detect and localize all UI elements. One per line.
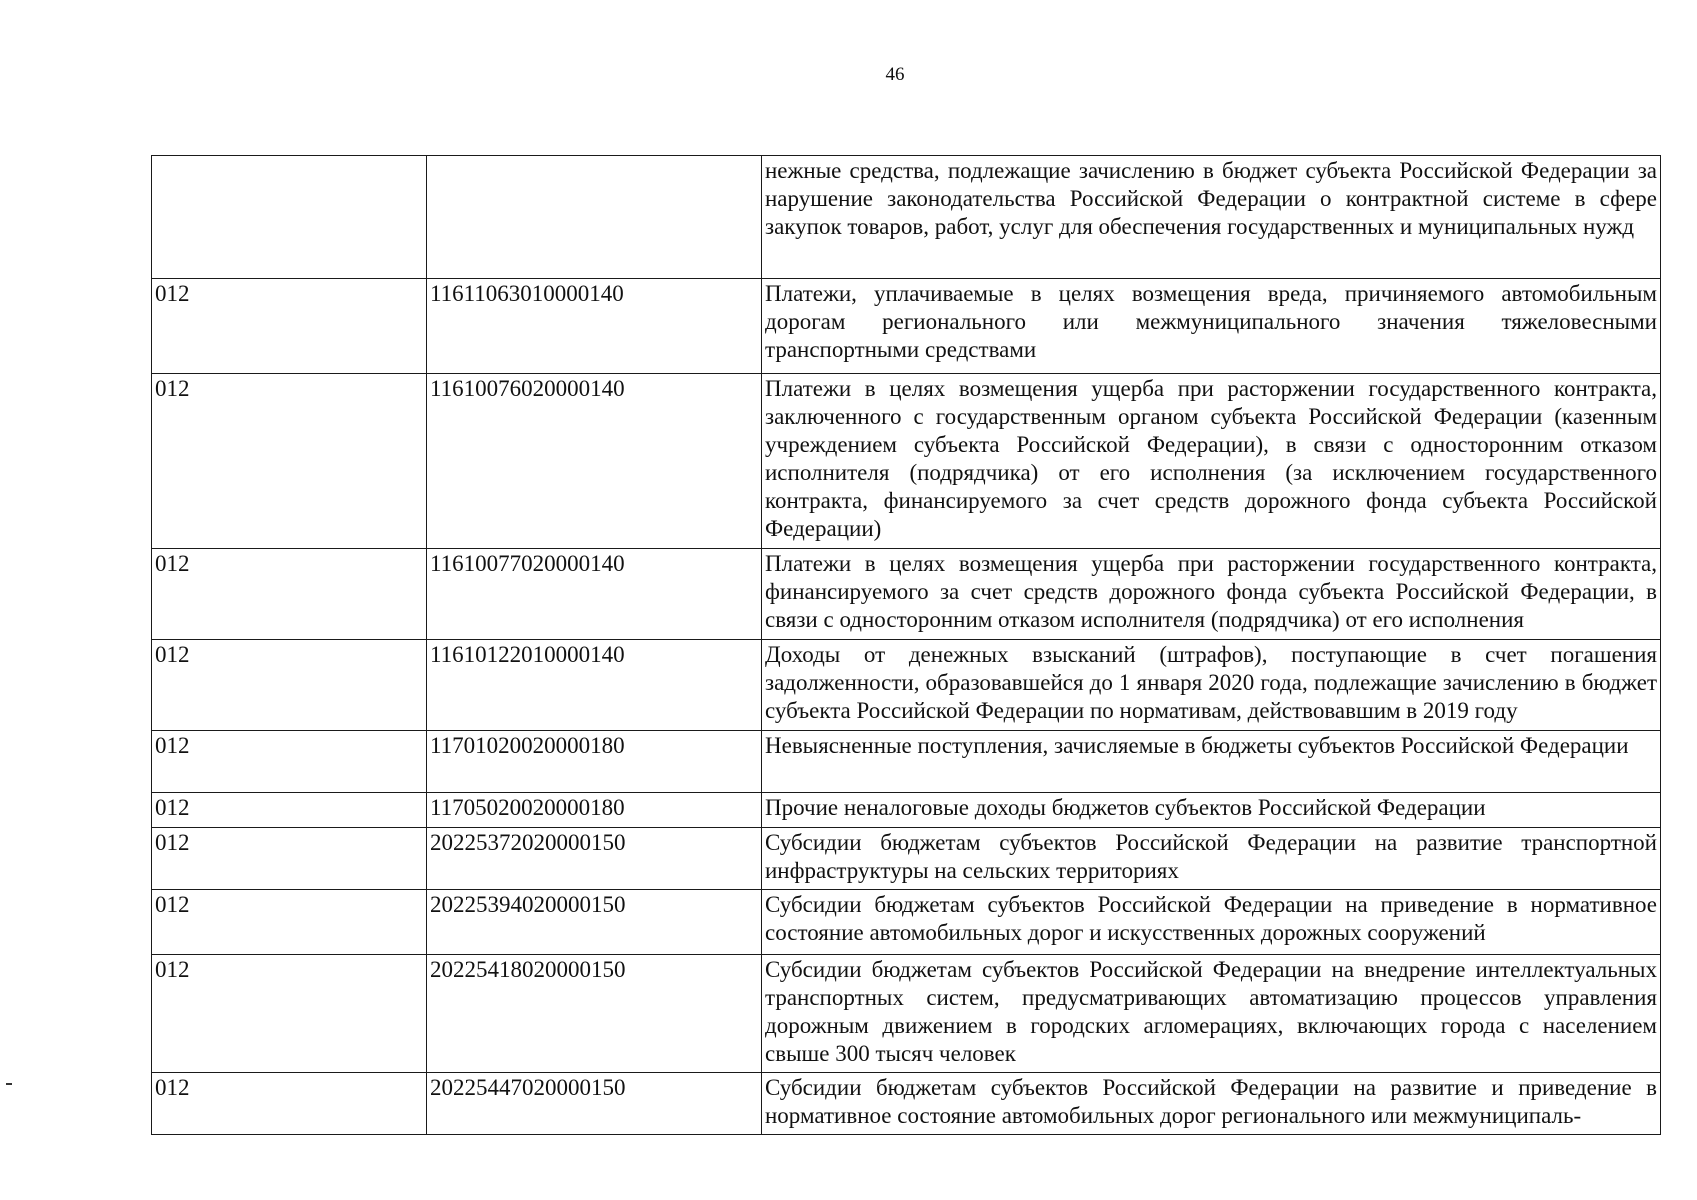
kbk-code-cell: 20225418020000150: [427, 955, 762, 1073]
admin-code-cell: 012: [152, 640, 427, 731]
table-row: [152, 828, 1661, 890]
admin-code-cell: 012: [152, 731, 427, 793]
kbk-code-cell: 20225394020000150: [427, 890, 762, 955]
revenue-codes-table: [151, 155, 1661, 1135]
description-cell: нежные средства, подлежащие зачислению в бюджет субъекта Российской Федерации за нарушение законодательства Российской Федерации о контрактной системе в сфере закупок товаров, работ, услуг для обеспечения государственных и муниципальных нужд: [762, 156, 1661, 279]
table-row: [152, 890, 1661, 955]
table-row: [152, 374, 1661, 549]
admin-code-cell: 012: [152, 793, 427, 828]
admin-code-cell: 012: [152, 828, 427, 890]
kbk-code-cell: 11701020020000180: [427, 731, 762, 793]
admin-code-cell: 012: [152, 549, 427, 640]
kbk-code-cell: [427, 156, 762, 279]
table-row: [152, 731, 1661, 793]
admin-code-cell: 012: [152, 890, 427, 955]
description-cell: Платежи в целях возмещения ущерба при расторжении государственного контракта, финансируемого за счет средств дорожного фонда субъекта Российской Федерации, в связи с односторонним отказом исполнителя (подрядчика) от его исполнения: [762, 549, 1661, 640]
page-number: 46: [885, 64, 905, 85]
admin-code-cell: 012: [152, 279, 427, 374]
description-cell: Субсидии бюджетам субъектов Российской Федерации на приведение в нормативное состояние автомобильных дорог и искусственных дорожных сооружений: [762, 890, 1661, 955]
table-row: [152, 279, 1661, 374]
table-row: [152, 1073, 1661, 1135]
description-cell: Субсидии бюджетам субъектов Российской Федерации на развитие и приведение в нормативное состояние автомобильных дорог регионального или межмуниципаль-: [762, 1073, 1661, 1135]
admin-code-cell: [152, 156, 427, 279]
table-row: [152, 793, 1661, 828]
margin-mark: [6, 1083, 12, 1085]
table-row: [152, 549, 1661, 640]
kbk-code-cell: 11610077020000140: [427, 549, 762, 640]
description-cell: Платежи в целях возмещения ущерба при расторжении государственного контракта, заключенного с государственным органом субъекта Российской Федерации (казенным учреждением субъекта Российской Федерации), в связи с односторонним отказом исполнителя (подрядчика) от его исполнения (за исключением государственного контракта, финансируемого за счет средств дорожного фонда субъекта Российской Федерации): [762, 374, 1661, 549]
description-cell: Субсидии бюджетам субъектов Российской Федерации на развитие транспортной инфраструктуры на сельских территориях: [762, 828, 1661, 890]
admin-code-cell: 012: [152, 374, 427, 549]
admin-code-cell: 012: [152, 1073, 427, 1135]
kbk-code-cell: 11610076020000140: [427, 374, 762, 549]
kbk-code-cell: 11610122010000140: [427, 640, 762, 731]
kbk-code-cell: 11705020020000180: [427, 793, 762, 828]
description-cell: Субсидии бюджетам субъектов Российской Федерации на внедрение интеллектуальных транспортных систем, предусматривающих автоматизацию процессов управления дорожным движением в городских агломерациях, включающих города с населением свыше 300 тысяч человек: [762, 955, 1661, 1073]
kbk-code-cell: 20225447020000150: [427, 1073, 762, 1135]
table-row: [152, 955, 1661, 1073]
description-cell: Прочие неналоговые доходы бюджетов субъектов Российской Федерации: [762, 793, 1661, 828]
description-cell: Доходы от денежных взысканий (штрафов), поступающие в счет погашения задолженности, образовавшейся до 1 января 2020 года, подлежащие зачислению в бюджет субъекта Российской Федерации по нормативам, действовавшим в 2019 году: [762, 640, 1661, 731]
description-cell: Платежи, уплачиваемые в целях возмещения вреда, причиняемого автомобильным дорогам регионального или межмуниципального значения тяжеловесными транспортными средствами: [762, 279, 1661, 374]
kbk-code-cell: 11611063010000140: [427, 279, 762, 374]
kbk-code-cell: 20225372020000150: [427, 828, 762, 890]
table-row: [152, 156, 1661, 279]
table-row: [152, 640, 1661, 731]
admin-code-cell: 012: [152, 955, 427, 1073]
description-cell: Невыясненные поступления, зачисляемые в бюджеты субъектов Российской Федерации: [762, 731, 1661, 793]
